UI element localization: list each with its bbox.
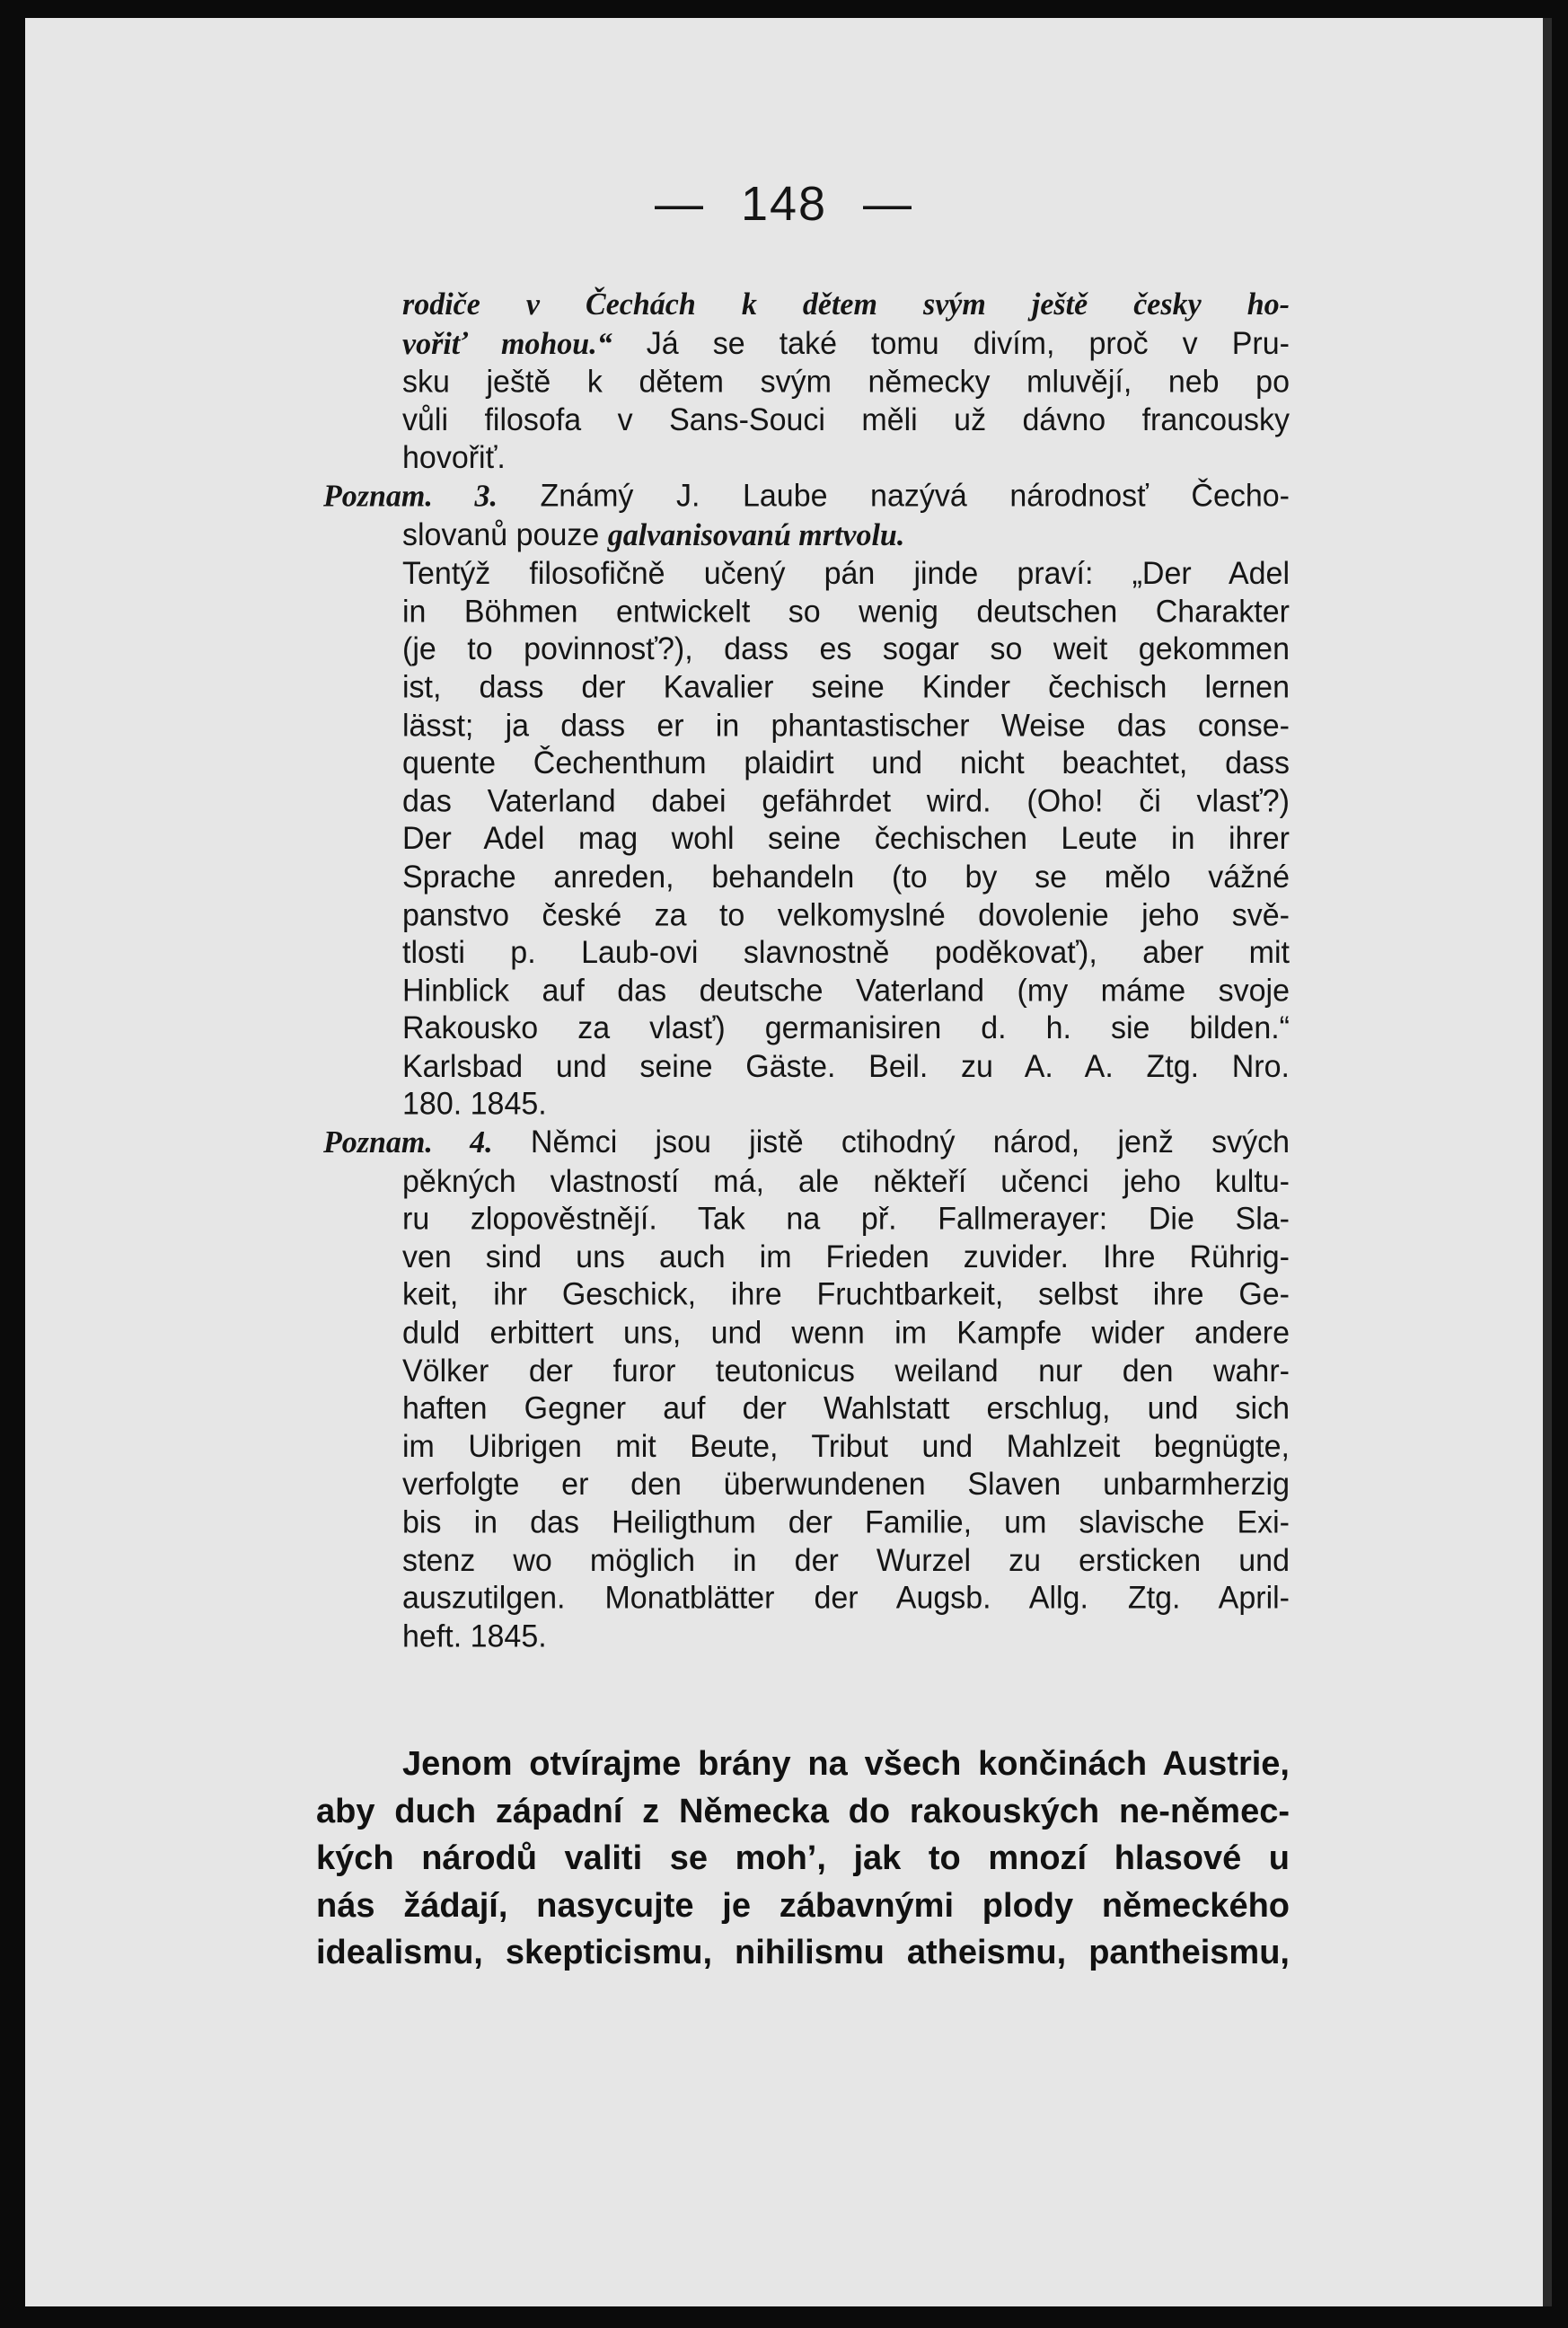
page-edge [1543,18,1552,2306]
line-text: lässt; ja dass er in phantastischer Weise das conse- [402,707,1290,744]
page-number: 148 [740,177,828,231]
text-line [402,1200,1290,1238]
line-text: stenz wo möglich in der Wurzel zu ersticken und [402,1542,1290,1578]
header-dash-left: — [654,177,705,231]
line-text: sku ještě k dětem svým německy mluvějí, neb po [402,364,1290,401]
text-line [402,1580,1290,1618]
line-text: ven sind uns auch im Frieden zuvider. Ihre Rührig- [402,1239,1290,1275]
line-text: ist, dass der Kavalier seine Kinder čechisch lernen [402,669,1290,705]
line-text: haften Gegner auf der Wahlstatt erschlug, und sich [402,1390,1290,1427]
text-line [402,1428,1290,1466]
text-line [402,934,1290,972]
line-text: auszutilgen. Monatblätter der Augsb. Allg. Ztg. April- [402,1580,1290,1617]
line-text: Karlsbad und seine Gäste. Beil. zu A. A. Ztg. Nro. [402,1048,1290,1085]
line-text: 180. 1845. [402,1086,547,1123]
emphasis-text: vořiť mohou.“ [402,326,612,361]
text-line [402,1390,1290,1428]
emphasis-text: rodiče v Čechách k dětem svým ještě česky ho- [402,287,1290,322]
footnotes-block [323,286,1291,1655]
header-dash-right: — [863,177,914,231]
text-line [402,858,1290,895]
line-text: verfolgte er den überwundenen Slaven unbarmherzig [402,1466,1290,1503]
line-text: bis in das Heiligthum der Familie, um slavische Exi- [402,1504,1290,1540]
text-line [402,555,1290,593]
line-text: Známý J. Laube nazývá národnosť Čecho- [497,478,1291,514]
text-line [323,477,1290,516]
line-text: Völker der furor teutonicus weiland nur den wahr- [402,1353,1290,1389]
text-line [402,820,1290,858]
text-line [402,896,1290,934]
line-text: heft. 1845. [402,1618,547,1654]
text-line [402,782,1290,820]
emphasis-text: galvanisovanú mrtvolu. [607,517,905,552]
text-line [402,1048,1290,1086]
body-line: nás žádají, nasycujte je zábavnými plody německého [316,1886,1290,1925]
body-line: kých národů valiti se moh’, jak to mnozí hlasové u [316,1839,1290,1877]
text-line [402,668,1290,706]
body-line: aby duch západní z Německa do rakouských ne-němec- [316,1792,1290,1830]
body-line: Jenom otvírajme brány na všech končinách Austrie, [402,1745,1290,1783]
line-text: keit, ihr Geschick, ihre Fruchtbarkeit, selbst ihre Ge- [402,1276,1290,1313]
emphasis-text: Poznam. 3. [323,479,498,514]
text-line [402,707,1290,745]
text-line [402,1276,1290,1314]
line-text: das Vaterland dabei gefährdet wird. (Oho! či vlasť?) [402,783,1290,819]
text-line [402,593,1290,630]
text-line [402,1541,1290,1579]
text-line [402,286,1290,324]
line-text: vůli filosofa v Sans-Souci měli už dávno francousky [402,401,1290,438]
line-text: in Böhmen entwickelt so wenig deutschen Charakter [402,593,1290,630]
line-text: Tentýž filosofičně učený pán jinde praví: „Der Adel [402,555,1290,592]
text-line [402,1466,1290,1504]
line-text: tlosti p. Laub-ovi slavnostně poděkovať), aber mit [402,934,1290,971]
page-number-header [0,176,1568,232]
text-line [402,1239,1290,1276]
text-line [402,439,1290,477]
body-paragraph [316,1741,1290,1977]
line-text: Rakousko za vlasť) germanisiren d. h. sie bilden.“ [402,1010,1290,1046]
line-text: hovořiť. [402,439,506,476]
line-text: quente Čechenthum plaidirt und nicht beachtet, dass [402,745,1290,781]
line-text: (je to povinnosť?), dass es sogar so weit gekommen [402,631,1290,667]
line-text: Der Adel mag wohl seine čechischen Leute in ihrer [402,821,1290,857]
text-line [402,1086,1290,1124]
text-line [402,1618,1290,1655]
text-line [402,1504,1290,1541]
text-line [402,1010,1290,1047]
text-line [323,1124,1290,1162]
text-line [402,630,1290,668]
line-text: Sprache anreden, behandeln (to by se mělo vážné [402,859,1290,895]
text-line [402,516,1290,554]
line-text: pěkných vlastností má, ale někteří učenci jeho kultu- [402,1163,1290,1199]
text-line [402,324,1290,363]
line-text: im Uibrigen mit Beute, Tribut und Mahlzeit begnügte, [402,1428,1290,1465]
line-text: Já se také tomu divím, proč v Pru- [612,325,1290,361]
line-text: ru zlopověstnějí. Tak na př. Fallmerayer: Die Sla- [402,1201,1290,1237]
line-text: Němci jsou jistě ctihodný národ, jenž svých [492,1124,1290,1160]
text-line [402,364,1290,401]
body-line: idealismu, skepticismu, nihilismu atheismu, pantheismu, [316,1934,1290,1971]
text-line [402,401,1290,439]
line-text: duld erbittert uns, und wenn im Kampfe wider andere [402,1315,1290,1351]
emphasis-text: Poznam. 4. [323,1125,493,1160]
text-line [402,745,1290,782]
line-text: slovanů pouze [402,516,608,552]
text-line [402,1314,1290,1352]
text-line [402,1162,1290,1200]
text-line [402,1352,1290,1389]
line-text: panstvo české za to velkomyslné dovolenie jeho svě- [402,896,1290,933]
line-text: Hinblick auf das deutsche Vaterland (my máme svoje [402,973,1290,1009]
text-line [402,972,1290,1010]
